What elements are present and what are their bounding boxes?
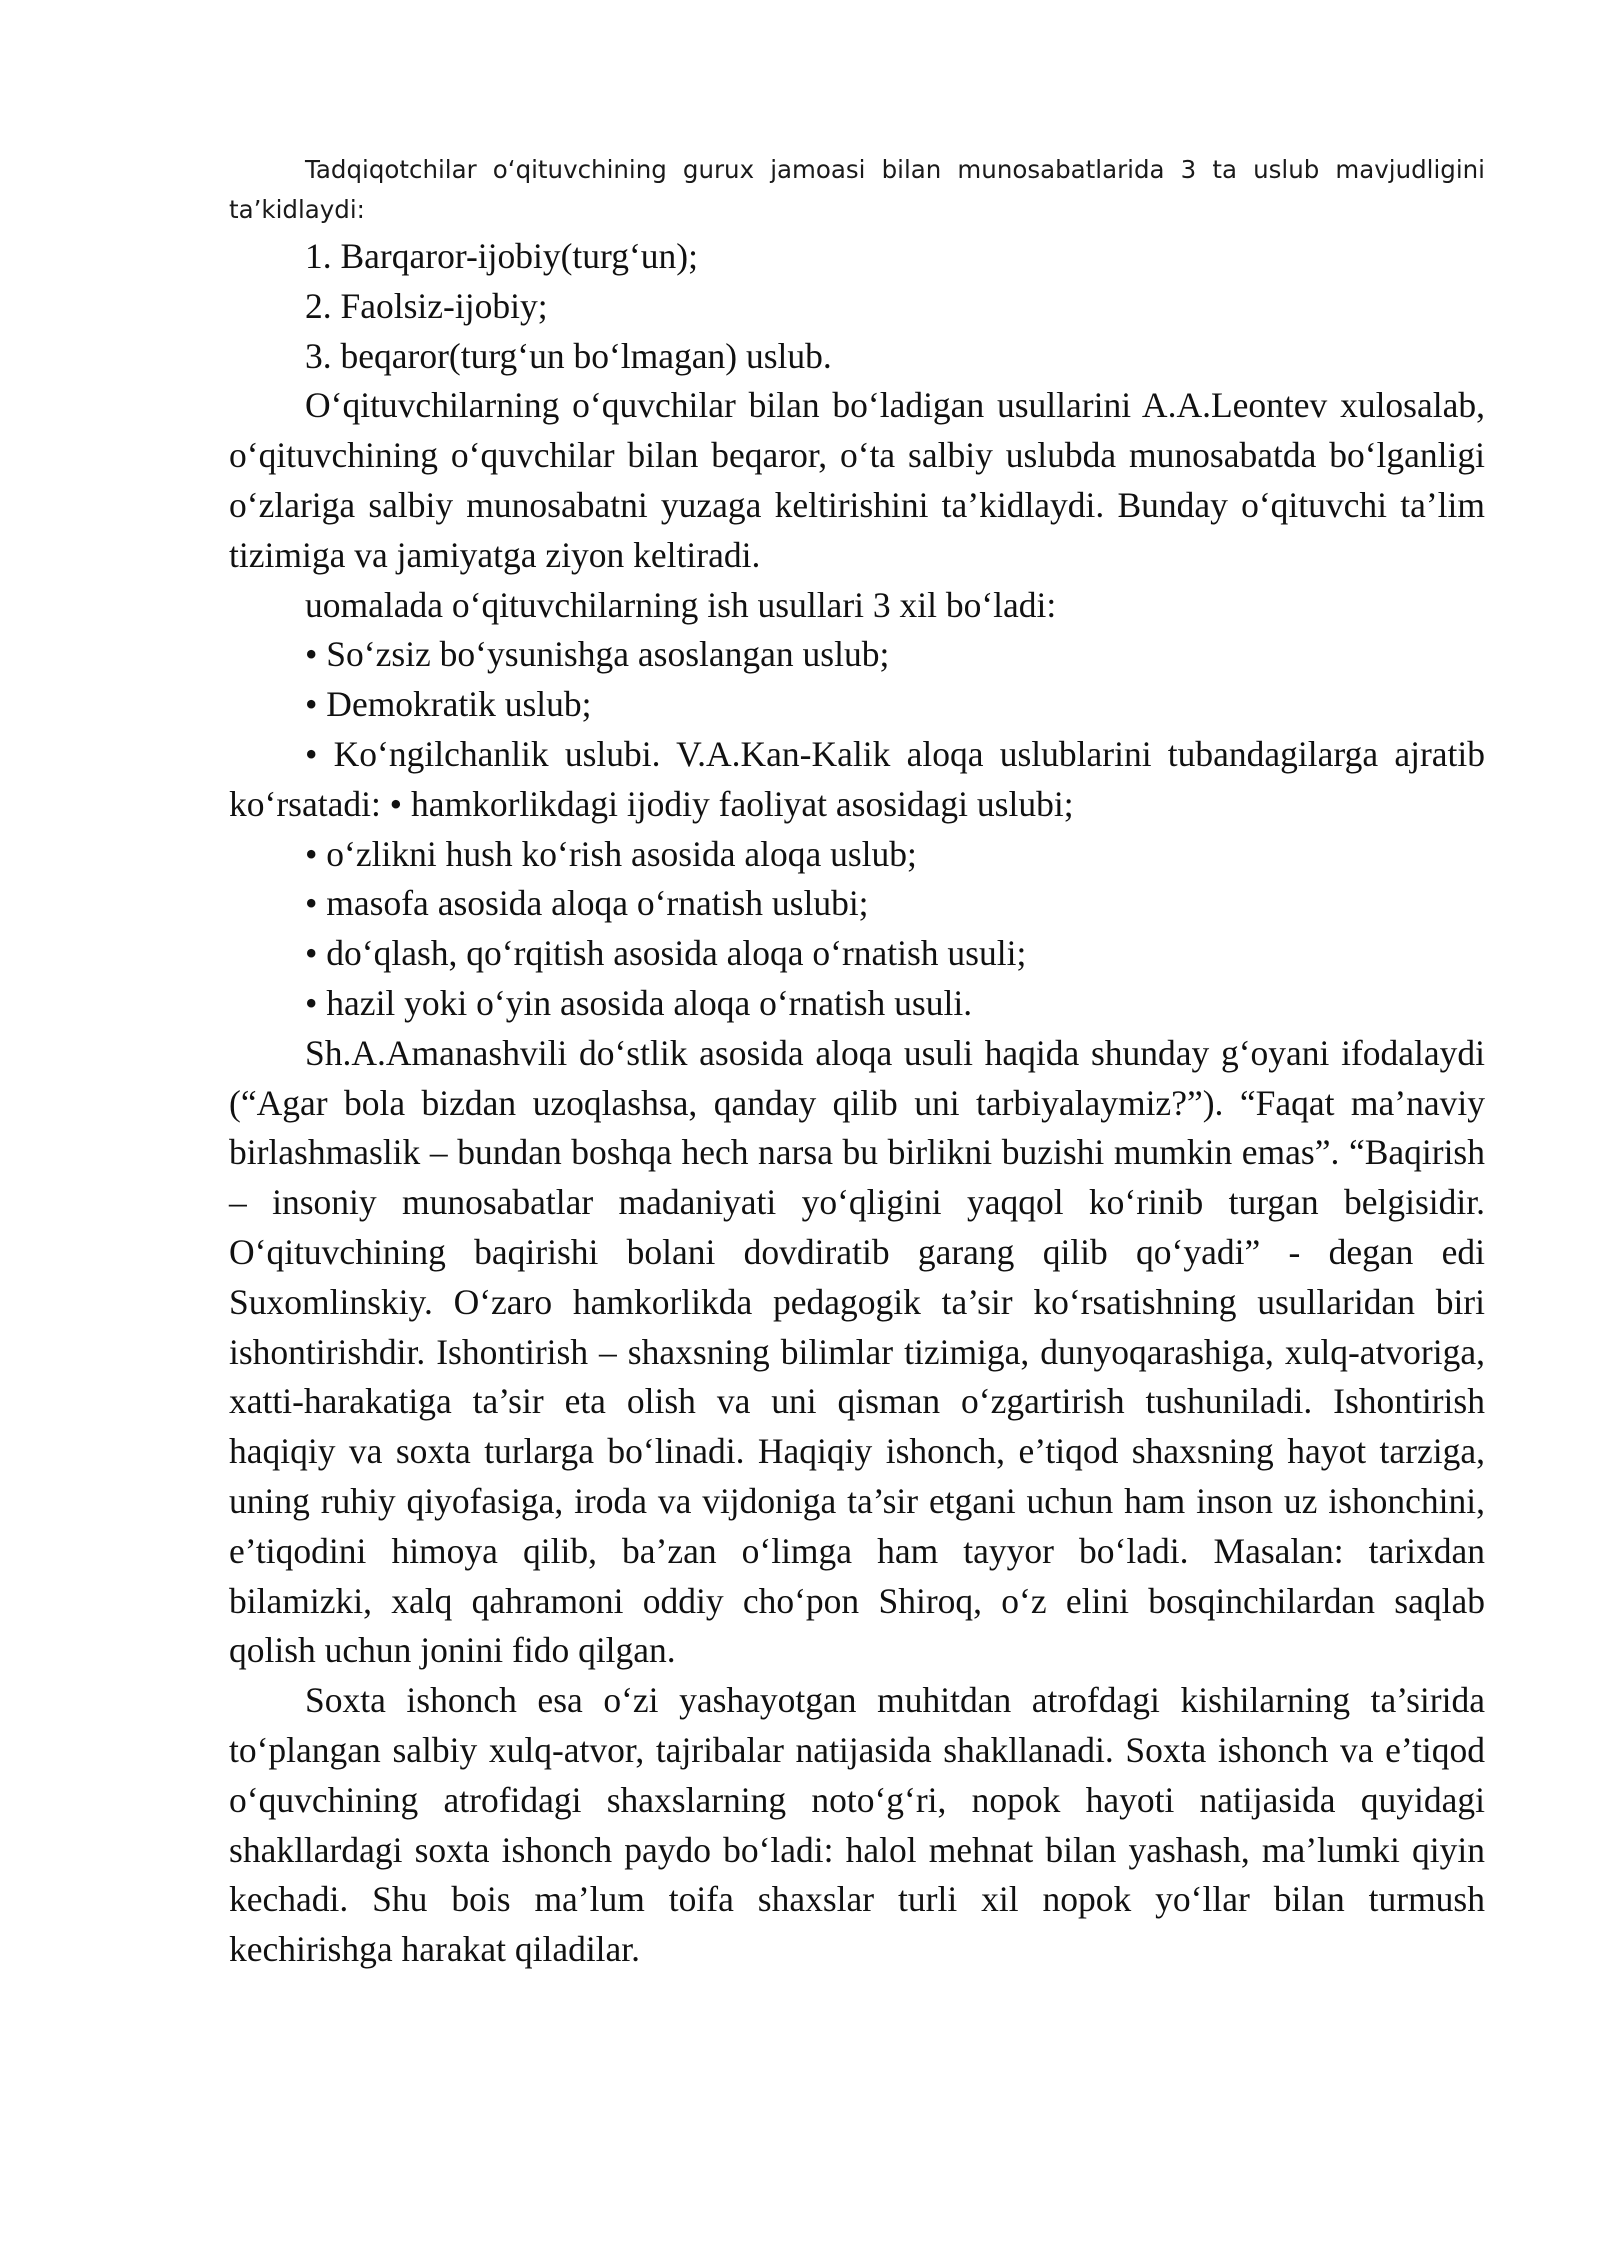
- list-item-1: 1. Barqaror-ijobiy(turg‘un);: [305, 236, 698, 276]
- list-item-3: 3. beqaror(turg‘un bo‘lmagan) uslub.: [305, 335, 832, 376]
- bullet-kongilchanlik: • Ko‘ngilchanlik uslubi. V.A.Kan-Kalik aloqa uslublarini tubandagilarga ajratib ko‘rsatadi: • hamkorlikdagi ijodiy faoliyat asosidagi uslubi;: [229, 733, 1485, 824]
- intro-paragraph: Tadqiqotchilar o‘qituvchining gurux jamoasi bilan munosabatlarida 3 ta uslub mavjudligini ta’kidlaydi:: [229, 155, 1485, 224]
- bullet-ozlikni: • o‘zlikni hush ko‘rish asosida aloqa uslub;: [305, 833, 917, 874]
- document-page: [229, 150, 1485, 1975]
- list-item-2: 2. Faolsiz-ijobiy;: [305, 285, 548, 326]
- paragraph-soxta-ishonch: Soxta ishonch esa o‘zi yashayotgan muhitdan atrofdagi kishilarning ta’sirida to‘plangan salbiy xulq-atvor, tajribalar natijasida shakllanadi. Soxta ishonch va e’tiqod o‘quvchining atrofidagi shaxslarning noto‘g‘ri, nopok hayoti natijasida quyidagi shakllardagi soxta ishonch paydo bo‘ladi: halol mehnat bilan yashash, ma’lumki qiyin kechadi. Shu bois ma’lum toifa shaxslar turli xil nopok yo‘llar bilan turmush kechirishga harakat qiladilar.: [229, 1680, 1485, 1970]
- bullet-sozsiz: • So‘zsiz bo‘ysunishga asoslangan uslub;: [305, 634, 890, 675]
- paragraph-amanashvili: Sh.A.Amanashvili do‘stlik asosida aloqa usuli haqida shunday g‘oyani ifodalaydi (“Agar bola bizdan uzoqlashsa, qanday qilib uni tarbiyalaymiz?”). “Faqat ma’naviy birlashmaslik – bundan boshqa hech narsa bu birlikni buzishi mumkin emas”. “Baqirish – insoniy munosabatlar madaniyati yo‘qligini yaqqol ko‘rinib turgan belgisidir. O‘qituvchining baqirishi bolani dovdiratib garang qilib qo‘yadi” - degan edi Suxomlinskiy. O‘zaro hamkorlikda pedagogik ta’sir ko‘rsatishning usullaridan biri ishontirishdir. Ishontirish – shaxsning bilimlar tizimiga, dunyoqarashiga, xulq-atvoriga, xatti-harakatiga ta’sir eta olish va uni qisman o‘zgartirish tushuniladi. Ishontirish haqiqiy va soxta turlarga bo‘linadi. Haqiqiy ishonch, e’tiqod shaxsning hayot tarziga, uning ruhiy qiyofasiga, iroda va vijdoniga ta’sir etgani uchun ham inson uz ishonchini, e’tiqodini himoya qilib, ba’zan o‘limga ham tayyor bo‘ladi. Masalan: tarixdan bilamizki, xalq qahramoni oddiy cho‘pon Shiroq, o‘z elini bosqinchilardan saqlab qolish uchun jonini fido qilgan.: [229, 1032, 1485, 1671]
- bullet-masofa: • masofa asosida aloqa o‘rnatish uslubi;: [305, 883, 869, 924]
- bullet-demokratik: • Demokratik uslub;: [305, 684, 592, 725]
- paragraph-usullar: uomalada o‘qituvchilarning ish usullari 3 xil bo‘ladi:: [305, 584, 1057, 625]
- paragraph-leontev: O‘qituvchilarning o‘quvchilar bilan bo‘ladigan usullarini A.A.Leontev xulosalab, o‘qituvchining o‘quvchilar bilan beqaror, o‘ta salbiy uslubda munosabatda bo‘lganligi o‘zlariga salbiy munosabatni yuzaga keltirishini ta’kidlaydi. Bunday o‘qituvchi ta’lim tizimiga va jamiyatga ziyon keltiradi.: [229, 385, 1485, 575]
- bullet-doqlash: • do‘qlash, qo‘rqitish asosida aloqa o‘rnatish usuli;: [305, 933, 1027, 974]
- bullet-hazil: • hazil yoki o‘yin asosida aloqa o‘rnatish usuli.: [305, 982, 973, 1023]
